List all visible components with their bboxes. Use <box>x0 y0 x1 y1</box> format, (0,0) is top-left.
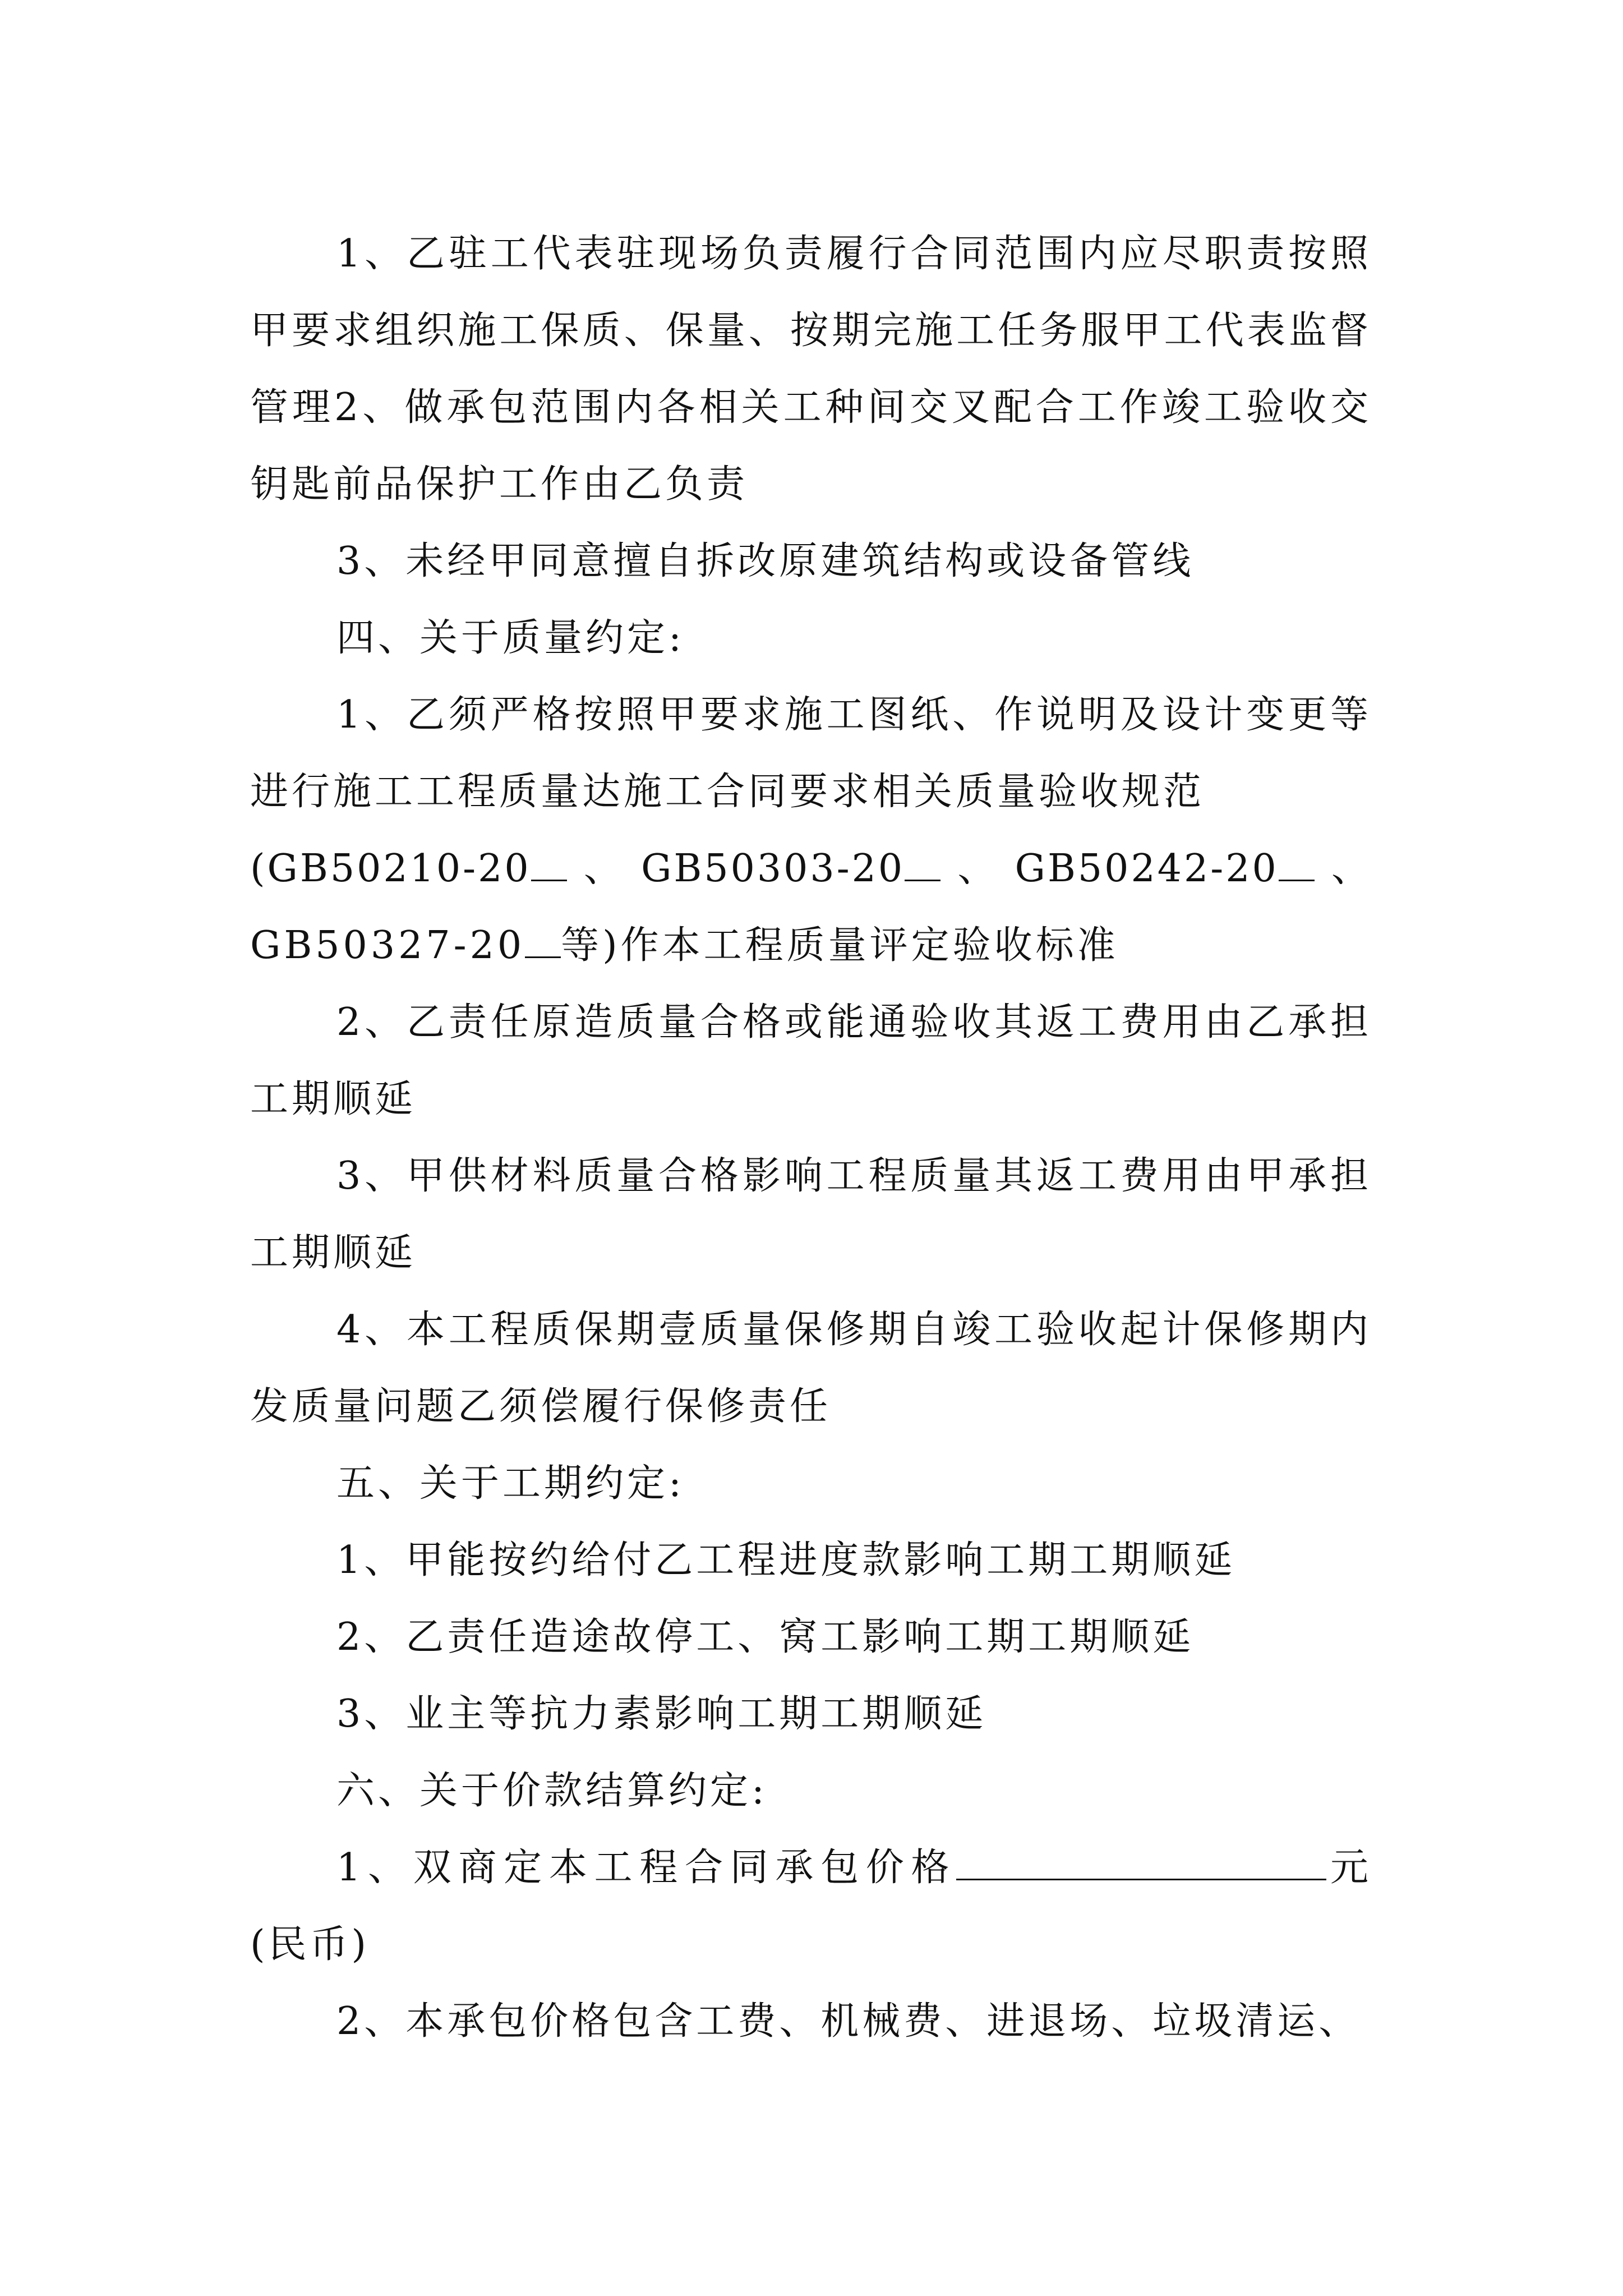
paragraph-quality-4: 4、本工程质保期壹质量保修期自竣工验收起计保修期内发质量问题乙须偿履行保修责任 <box>250 1308 1372 1429</box>
standards-line <box>250 830 1372 907</box>
blank-field <box>1279 841 1315 881</box>
standards-tail-text: 等)作本工程质量评定验收标准 <box>561 923 1119 968</box>
standard-code-3: GB50242-20 <box>1015 830 1315 907</box>
standard-code-2: GB50303-20 <box>641 830 940 907</box>
paragraph-settlement-1: 1、双商定本工程合同承包价格 元(民币) <box>250 1829 1372 1983</box>
paragraph-quality-3: 3、甲供材料质量合格影响工程质量其返工费用由甲承担工期顺延 <box>250 1154 1372 1275</box>
document-body <box>250 215 1372 2060</box>
standard-code-4: GB50327-20 <box>250 923 525 968</box>
paragraph-schedule-3: 3、业主等抗力素影响工期工期顺延 <box>336 1692 987 1736</box>
price-blank-field <box>956 1841 1326 1880</box>
blank-field <box>531 841 567 881</box>
separator: 、 <box>583 846 624 891</box>
blank-field <box>525 918 561 958</box>
section-heading-quality: 四、关于质量约定: <box>336 616 685 660</box>
paragraph-item-3-structure: 3、未经甲同意擅自拆改原建筑结构或设备管线 <box>336 539 1195 583</box>
paragraph-settlement-2: 2、本承包价格包含工费、机械费、进退场、垃圾清运、 <box>336 1999 1361 2044</box>
standard-code-1: (GB50210-20 <box>250 830 567 907</box>
section-heading-settlement: 六、关于价款结算约定: <box>336 1769 768 1813</box>
paragraph-schedule-1: 1、甲能按约给付乙工程进度款影响工期工期顺延 <box>336 1538 1236 1582</box>
paragraph-schedule-2: 2、乙责任造途故停工、窝工影响工期工期顺延 <box>336 1615 1195 1659</box>
paragraph-quality-1: 1、乙须严格按照甲要求施工图纸、作说明及设计变更等进行施工工程质量达施工合同要求相关质量验收规范 <box>250 693 1372 814</box>
standards-tail-line <box>250 907 1372 984</box>
blank-field <box>905 841 940 881</box>
section-heading-schedule: 五、关于工期约定: <box>336 1461 685 1506</box>
separator: 、 <box>957 846 998 891</box>
paragraph-item-1: 1、乙驻工代表驻现场负责履行合同范围内应尽职责按照甲要求组织施工保质、保量、按期完施工任务服甲工代表监督管理2、做承包范围内各相关工种间交叉配合工作竣工验收交钥匙前品保护工作由乙负责 <box>250 232 1372 507</box>
separator: 、 <box>1331 846 1372 891</box>
paragraph-quality-2: 2、乙责任原造质量合格或能通验收其返工费用由乙承担工期顺延 <box>250 1000 1372 1121</box>
